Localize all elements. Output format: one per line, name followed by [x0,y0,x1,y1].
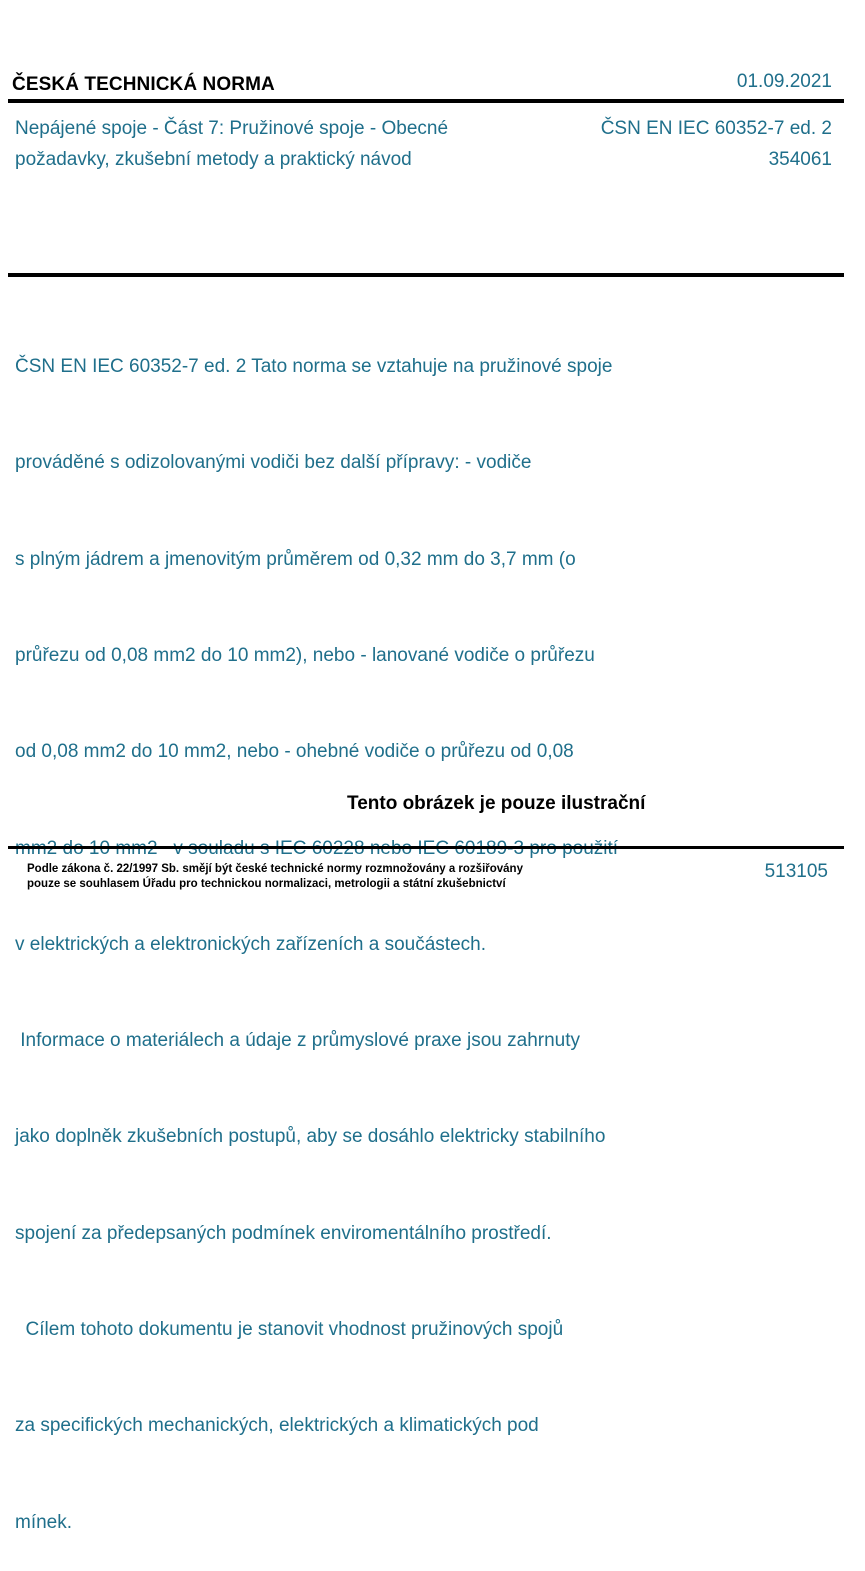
abstract-line: za specifických mechanických, elektrických a klimatických pod [15,1415,539,1437]
footer-divider [8,846,844,849]
standard-title-line-2: požadavky, zkušební metody a praktický návod [15,149,412,170]
legal-notice-line-2: pouze se souhlasem Úřadu pro technickou normalizaci, metrologii a státní zkušebnictví [27,878,506,890]
illustration-disclaimer: Tento obrázek je pouze ilustrační [347,793,646,814]
abstract-line: Informace o materiálech a údaje z průmyslové praxe jsou zahrnuty [15,1030,580,1052]
abstract-line: ČSN EN IEC 60352-7 ed. 2 Tato norma se vztahuje na pružinové spoje [15,356,613,378]
document-heading: ČESKÁ TECHNICKÁ NORMA [12,74,275,95]
abstract-line: spojení za předepsaných podmínek enviromentálního prostředí. [15,1222,552,1244]
abstract-line: průřezu od 0,08 mm2 do 10 mm2), nebo - lanované vodiče o průřezu [15,645,595,667]
abstract-line: mínek. [15,1511,73,1533]
standard-title-line-1: Nepájené spoje - Část 7: Pružinové spoje - Obecné [15,118,449,139]
abstract-line: v elektrických a elektronických zařízeních a součástech. [15,933,486,955]
abstract-text [15,287,618,1571]
abstract-line: jako doplněk zkušebních postupů, aby se dosáhlo elektricky stabilního [15,1126,606,1148]
title-divider [8,273,844,277]
standard-code: ČSN EN IEC 60352-7 ed. 2 [600,118,832,139]
abstract-line: Cílem tohoto dokumentu je stanovit vhodnost pružinových spojů [15,1319,564,1340]
catalog-number: 513105 [764,861,828,882]
classification-number: 354061 [768,149,832,170]
abstract-line: prováděné s odizolovanými vodiči bez další přípravy: - vodiče [15,452,532,474]
header-divider [8,99,844,103]
legal-notice-line-1: Podle zákona č. 22/1997 Sb. smějí být české technické normy rozmnožovány a rozšiřovány [27,863,523,875]
abstract-line: od 0,08 mm2 do 10 mm2, nebo - ohebné vodiče o průřezu od 0,08 [15,741,574,763]
issue-date: 01.09.2021 [736,71,832,92]
abstract-line: s plným jádrem a jmenovitým průměrem od 0,32 mm do 3,7 mm (o [15,548,576,570]
